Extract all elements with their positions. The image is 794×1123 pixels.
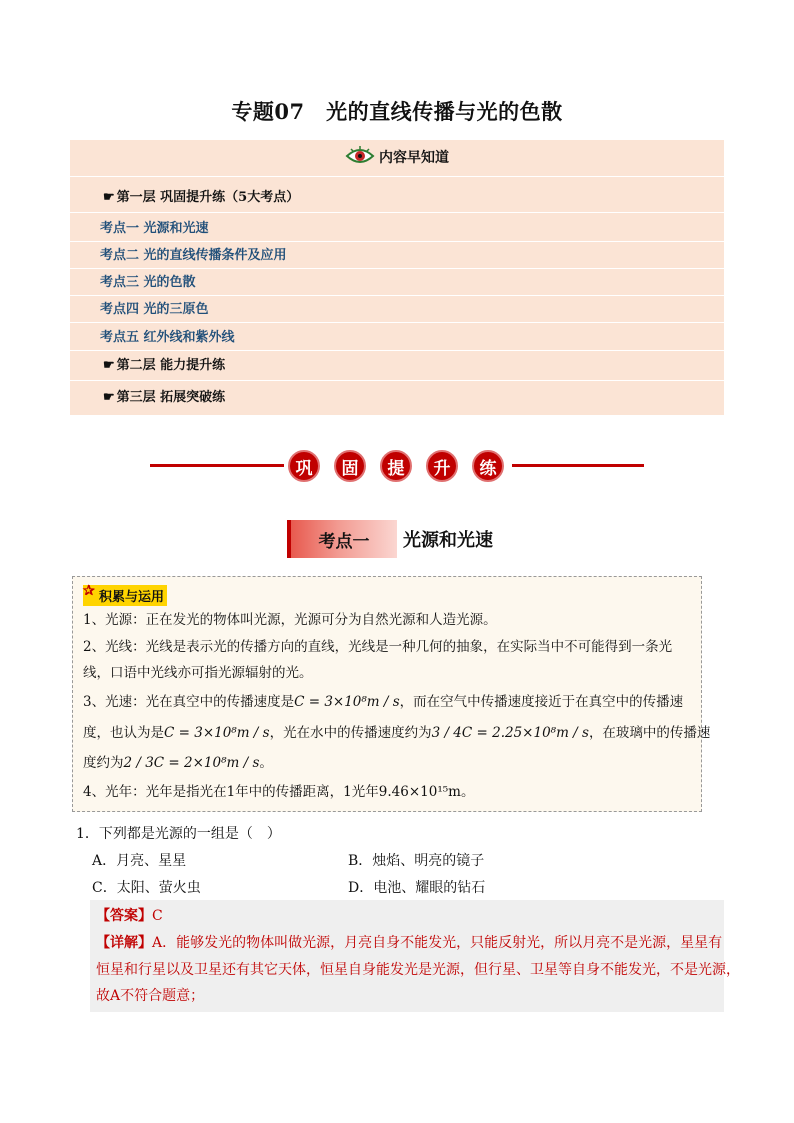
divider (70, 350, 724, 351)
divider (70, 176, 724, 177)
section-badge: 考点一 (287, 520, 397, 558)
answer-value: C (152, 908, 163, 924)
pointing-hand-icon: ☛ (103, 390, 115, 405)
text-fragment: 度，也认为是 (83, 725, 164, 741)
divider (70, 380, 724, 381)
toc-point-2[interactable] (70, 244, 754, 263)
toc-point-text: 光的色散 (143, 275, 196, 290)
toc-point-4[interactable] (70, 298, 754, 317)
toc-header (70, 146, 724, 170)
text-fragment: 3、光速：光在真空中的传播速度是 (83, 694, 295, 710)
text-fragment: ，光在水中的传播速度约为 (269, 725, 432, 741)
knowledge-line: 线，口语中光线亦可指光源辐射的光。 (83, 665, 313, 681)
option-c[interactable]: C．太阳、萤火虫 (92, 880, 201, 896)
detail-line: 故A不符合题意； (96, 988, 205, 1004)
answer-line (96, 905, 163, 925)
page-title: 专题07 光的直线传播与光的色散 (231, 99, 563, 124)
eye-icon (345, 146, 375, 170)
text-fragment: ，而在空气中传播速度接近于在真空中的传播速 (399, 694, 684, 710)
banner-char: 练 (472, 450, 504, 482)
detail-tag: 【详解】 (96, 935, 152, 951)
divider (70, 241, 724, 242)
option-b[interactable]: B．烛焰、明亮的镜子 (348, 853, 485, 869)
formula: 2 / 3C = 2×10⁸m / s (123, 755, 260, 771)
knowledge-line (83, 751, 273, 771)
toc-point-text: 光源和光速 (143, 221, 209, 236)
formula: C = 3×10⁸m / s (294, 694, 400, 710)
banner-circles (288, 450, 504, 482)
text-fragment: 。 (259, 755, 273, 771)
formula: C = 3×10⁸m / s (164, 725, 270, 741)
divider (70, 212, 724, 213)
answer-box (90, 900, 740, 1012)
toc-level-1-label: 第一层 巩固提升练（5大考点） (116, 190, 300, 205)
divider (70, 322, 724, 323)
toc-level-2-label: 第二层 能力提升练 (116, 358, 226, 373)
toc-point-1[interactable] (70, 217, 754, 236)
option-a[interactable]: A．月亮、星星 (92, 853, 187, 869)
detail-text: A．能够发光的物体叫做光源，月亮自身不能发光，只能反射光，所以月亮不是光源，星星有 (152, 935, 723, 951)
toc-level-3-label: 第三层 拓展突破练 (116, 390, 226, 405)
toc-point-5[interactable] (70, 326, 754, 345)
formula: 3 / 4C = 2.25×10⁸m / s (431, 725, 589, 741)
divider (70, 295, 724, 296)
toc-point-label: 考点五 (100, 330, 140, 345)
section-banner (150, 450, 644, 482)
knowledge-label (83, 585, 167, 606)
detail-line (96, 932, 722, 952)
toc-level-2[interactable] (70, 354, 757, 373)
toc-point-label: 考点一 (100, 221, 140, 236)
table-of-contents (70, 140, 724, 415)
answer-tag: 【答案】 (96, 908, 152, 924)
question-stem: 1．下列都是光源的一组是（ ） (76, 826, 281, 842)
toc-point-text: 红外线和紫外线 (143, 330, 235, 345)
toc-point-label: 考点二 (100, 248, 140, 263)
banner-char: 提 (380, 450, 412, 482)
banner-line-right (512, 464, 644, 467)
knowledge-line (83, 721, 710, 741)
toc-point-label: 考点四 (100, 302, 140, 317)
toc-point-3[interactable] (70, 271, 754, 290)
text-fragment: ，在玻璃中的传播速 (588, 725, 711, 741)
detail-line: 恒星和行星以及卫星还有其它天体，恒星自身能发光是光源，但行星、卫星等自身不能发光，不是光源， (96, 962, 740, 978)
toc-point-label: 考点三 (100, 275, 140, 290)
banner-char: 巩 (288, 450, 320, 482)
pointing-hand-icon: ☛ (103, 190, 115, 205)
banner-char: 升 (426, 450, 458, 482)
knowledge-label-text: 积累与运用 (99, 590, 165, 605)
pointing-hand-icon: ☛ (103, 358, 115, 373)
option-d[interactable]: D．电池、耀眼的钻石 (348, 880, 486, 896)
knowledge-line: 2、光线：光线是表示光的传播方向的直线，光线是一种几何的抽象，在实际当中不可能得到一条光 (83, 639, 673, 655)
text-fragment: 度约为 (83, 755, 124, 771)
toc-level-3[interactable] (70, 386, 757, 405)
section-heading (287, 520, 493, 558)
banner-line-left (150, 464, 284, 467)
toc-header-text: 内容早知道 (379, 150, 449, 166)
toc-level-1[interactable] (70, 186, 757, 205)
divider (70, 268, 724, 269)
knowledge-line: 4、光年：光年是指光在1年中的传播距离，1光年9.46×10¹⁵m。 (83, 784, 475, 800)
knowledge-line (83, 690, 683, 710)
toc-point-text: 光的直线传播条件及应用 (143, 248, 287, 263)
banner-char: 固 (334, 450, 366, 482)
knowledge-line: 1、光源：正在发光的物体叫光源，光源可分为自然光源和人造光源。 (83, 612, 497, 628)
toc-point-text: 光的三原色 (143, 302, 209, 317)
star-icon: ✰ (83, 583, 95, 599)
section-title: 光源和光速 (403, 530, 493, 551)
knowledge-box (72, 576, 711, 812)
